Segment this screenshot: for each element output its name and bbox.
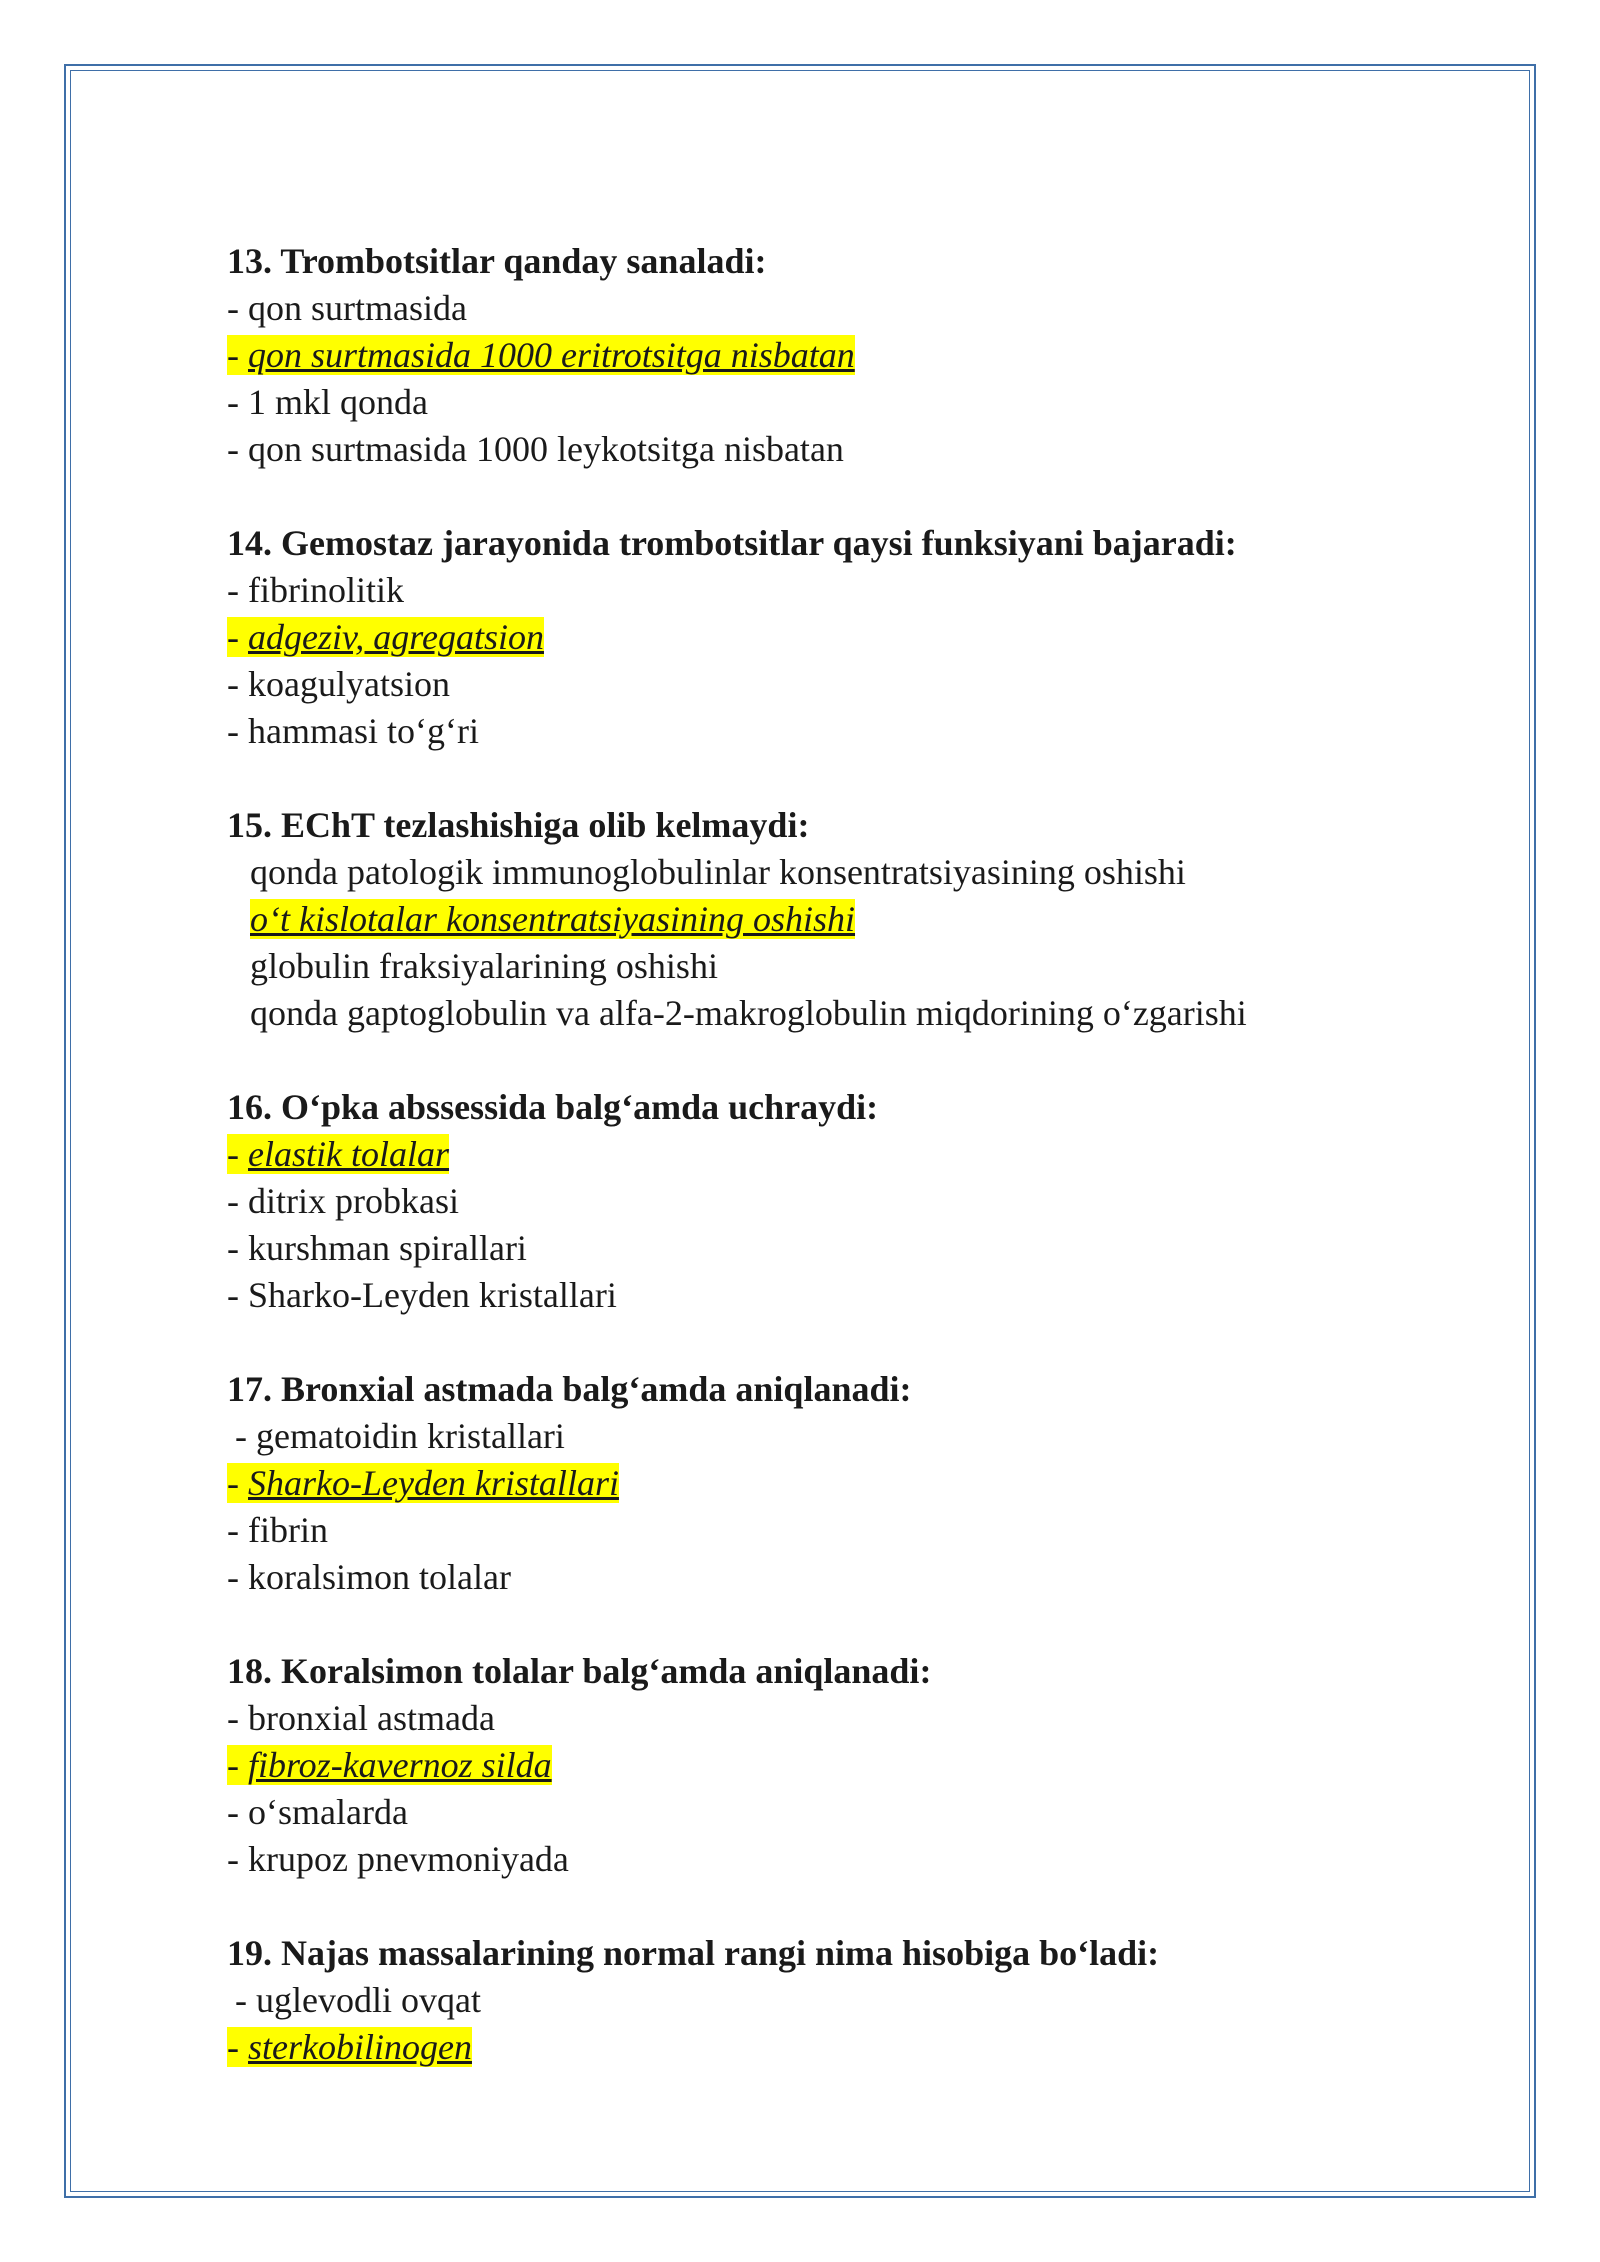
- question-16: [227, 1084, 1407, 1319]
- question-19: [227, 1930, 1407, 2071]
- answer-option: - hammasi to‘g‘ri: [227, 711, 479, 751]
- answer-option: - uglevodli ovqat: [235, 1980, 481, 2020]
- answer-option: qonda gaptoglobulin va alfa-2-makroglobulin miqdorining o‘zgarishi: [250, 993, 1247, 1033]
- document-body: [227, 238, 1407, 2118]
- answer-option: - bronxial astmada: [227, 1698, 495, 1738]
- correct-answer-option: [227, 332, 1407, 379]
- question-title: 18. Koralsimon tolalar balg‘amda aniqlanadi:: [227, 1651, 932, 1691]
- answer-highlight: - fibroz-kavernoz silda: [227, 1745, 552, 1785]
- correct-answer-option: [227, 1131, 1407, 1178]
- question-13: [227, 238, 1407, 473]
- answer-highlight: - Sharko-Leyden kristallari: [227, 1463, 619, 1503]
- answer-option: - qon surtmasida 1000 leykotsitga nisbatan: [227, 429, 844, 469]
- answer-option: - fibrinolitik: [227, 570, 404, 610]
- answer-highlight: - sterkobilinogen: [227, 2027, 472, 2067]
- answer-option: - 1 mkl qonda: [227, 382, 428, 422]
- answer-option: - Sharko-Leyden kristallari: [227, 1275, 617, 1315]
- correct-answer-option: [227, 614, 1407, 661]
- answer-option: - kurshman spirallari: [227, 1228, 527, 1268]
- answer-option: - o‘smalarda: [227, 1792, 408, 1832]
- answer-option: qonda patologik immunoglobulinlar konsentratsiyasining oshishi: [250, 852, 1186, 892]
- answer-option: - krupoz pnevmoniyada: [227, 1839, 569, 1879]
- answer-option: - qon surtmasida: [227, 288, 467, 328]
- correct-answer-option: [227, 896, 1407, 943]
- question-title: 15. EChT tezlashishiga olib kelmaydi:: [227, 805, 810, 845]
- answer-option: - koralsimon tolalar: [227, 1557, 511, 1597]
- answer-option: - koagulyatsion: [227, 664, 450, 704]
- answer-highlight: - qon surtmasida 1000 eritrotsitga nisbatan: [227, 335, 855, 375]
- correct-answer-option: [227, 1742, 1407, 1789]
- answer-highlight: - adgeziv, agregatsion: [227, 617, 544, 657]
- answer-highlight: - elastik tolalar: [227, 1134, 449, 1174]
- correct-answer-option: [227, 1460, 1407, 1507]
- question-title: 19. Najas massalarining normal rangi nima hisobiga bo‘ladi:: [227, 1933, 1160, 1973]
- answer-option: globulin fraksiyalarining oshishi: [250, 946, 718, 986]
- question-title: 17. Bronxial astmada balg‘amda aniqlanadi:: [227, 1369, 912, 1409]
- answer-option: - gematoidin kristallari: [235, 1416, 565, 1456]
- question-title: 14. Gemostaz jarayonida trombotsitlar qaysi funksiyani bajaradi:: [227, 523, 1237, 563]
- question-15: [227, 802, 1407, 1037]
- question-18: [227, 1648, 1407, 1883]
- question-14: [227, 520, 1407, 755]
- question-title: 16. O‘pka abssessida balg‘amda uchraydi:: [227, 1087, 879, 1127]
- question-17: [227, 1366, 1407, 1601]
- question-title: 13. Trombotsitlar qanday sanaladi:: [227, 241, 767, 281]
- correct-answer-option: [227, 2024, 1407, 2071]
- answer-option: - fibrin: [227, 1510, 328, 1550]
- answer-highlight: o‘t kislotalar konsentratsiyasining oshishi: [250, 899, 856, 939]
- answer-option: - ditrix probkasi: [227, 1181, 459, 1221]
